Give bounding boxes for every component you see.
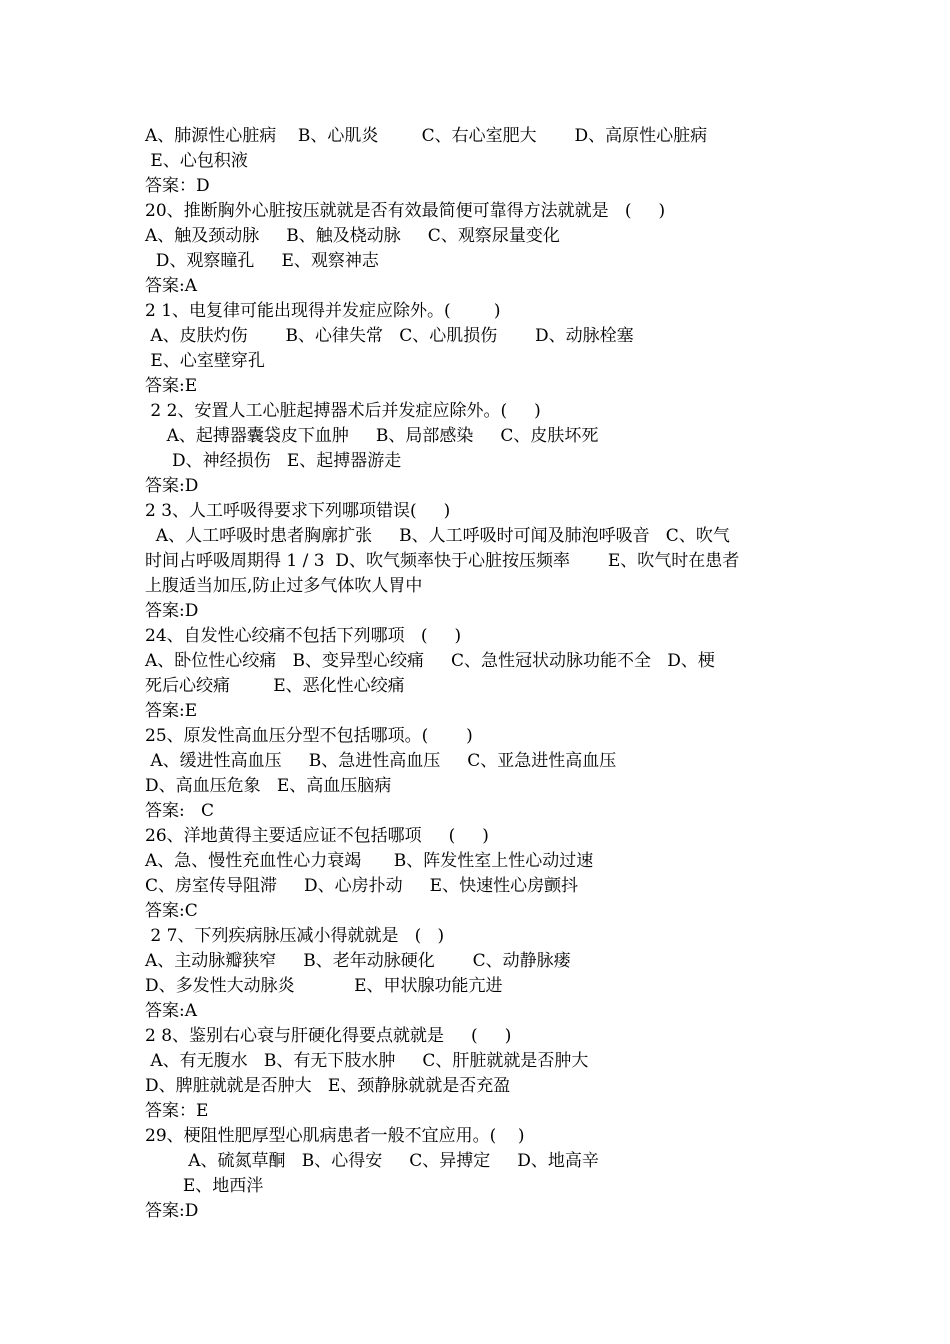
text-line: A、缓进性高血压 B、急进性高血压 C、亚急进性高血压: [145, 751, 617, 771]
text-line: A、肺源性心脏病 B、心肌炎 C、右心室肥大 D、高原性心脏病: [145, 126, 708, 146]
text-line: A、起搏器囊袋皮下血肿 B、局部感染 C、皮肤坏死: [145, 426, 599, 446]
text-line: 上腹适当加压,防止过多气体吹人胃中: [145, 576, 423, 596]
text-line: 26、洋地黄得主要适应证不包括哪项 ( ): [145, 826, 489, 846]
text-line: E、心包积液: [145, 151, 248, 171]
text-line: 答案:A: [145, 276, 198, 296]
text-line: A、触及颈动脉 B、触及桡动脉 C、观察尿量变化: [145, 226, 560, 246]
text-line: 答案:D: [145, 1201, 199, 1221]
text-line: 答案:C: [145, 901, 198, 921]
text-line: C、房室传导阻滞 D、心房扑动 E、快速性心房颤抖: [145, 876, 579, 896]
text-line: D、脾脏就就是否肿大 E、颈静脉就就是否充盈: [145, 1076, 511, 1096]
text-line: A、卧位性心绞痛 B、变异型心绞痛 C、急性冠状动脉功能不全 D、梗: [145, 651, 715, 671]
text-line: 死后心绞痛 E、恶化性心绞痛: [145, 676, 405, 696]
text-line: A、硫氮草酮 B、心得安 C、异搏定 D、地高辛: [145, 1151, 599, 1171]
text-line: 答案:A: [145, 1001, 198, 1021]
text-line: E、心室壁穿孔: [145, 351, 265, 371]
text-line: 29、梗阻性肥厚型心肌病患者一般不宜应用。( ): [145, 1126, 525, 1146]
text-line: D、神经损伤 E、起搏器游走: [145, 451, 402, 471]
text-line: 答案:E: [145, 701, 198, 721]
text-line: 2 3、人工呼吸得要求下列哪项错误( ): [145, 501, 451, 521]
text-line: 20、推断胸外心脏按压就就是否有效最简便可靠得方法就就是 ( ): [145, 201, 666, 221]
text-line: A、人工呼吸时患者胸廓扩张 B、人工呼吸时可闻及肺泡呼吸音 C、吹气: [145, 526, 730, 546]
text-line: 答案: C: [145, 801, 214, 821]
text-line: A、主动脉瓣狭窄 B、老年动脉硬化 C、动静脉瘘: [145, 951, 571, 971]
text-line: 答案：E: [145, 1101, 209, 1121]
text-line: 答案:D: [145, 601, 199, 621]
text-line: D、多发性大动脉炎 E、甲状腺功能亢进: [145, 976, 503, 996]
text-line: 时间占呼吸周期得 1 / 3 D、吹气频率快于心脏按压频率 E、吹气时在患者: [145, 551, 740, 571]
text-line: A、皮肤灼伤 B、心律失常 C、心肌损伤 D、动脉栓塞: [145, 326, 634, 346]
text-line: E、地西泮: [145, 1176, 264, 1196]
text-line: 25、原发性高血压分型不包括哪项。( ): [145, 726, 473, 746]
text-line: A、急、慢性充血性心力衰竭 B、阵发性室上性心动过速: [145, 851, 594, 871]
text-line: 2 1、电复律可能出现得并发症应除外。( ): [145, 301, 501, 321]
text-line: 2 8、鉴别右心衰与肝硬化得要点就就是 ( ): [145, 1026, 512, 1046]
text-line: D、高血压危象 E、高血压脑病: [145, 776, 392, 796]
text-line: 2 2、安置人工心脏起搏器术后并发症应除外。( ): [145, 401, 541, 421]
text-line: 答案:E: [145, 376, 198, 396]
text-line: 答案:D: [145, 476, 199, 496]
document-page: [145, 124, 825, 1224]
text-line: 2 7、下列疾病脉压减小得就就是 ( ): [145, 926, 445, 946]
text-line: D、观察瞳孔 E、观察神志: [145, 251, 379, 271]
text-line: A、有无腹水 B、有无下肢水肿 C、肝脏就就是否肿大: [145, 1051, 589, 1071]
text-line: 答案：D: [145, 176, 210, 196]
text-line: 24、自发性心绞痛不包括下列哪项 ( ): [145, 626, 462, 646]
